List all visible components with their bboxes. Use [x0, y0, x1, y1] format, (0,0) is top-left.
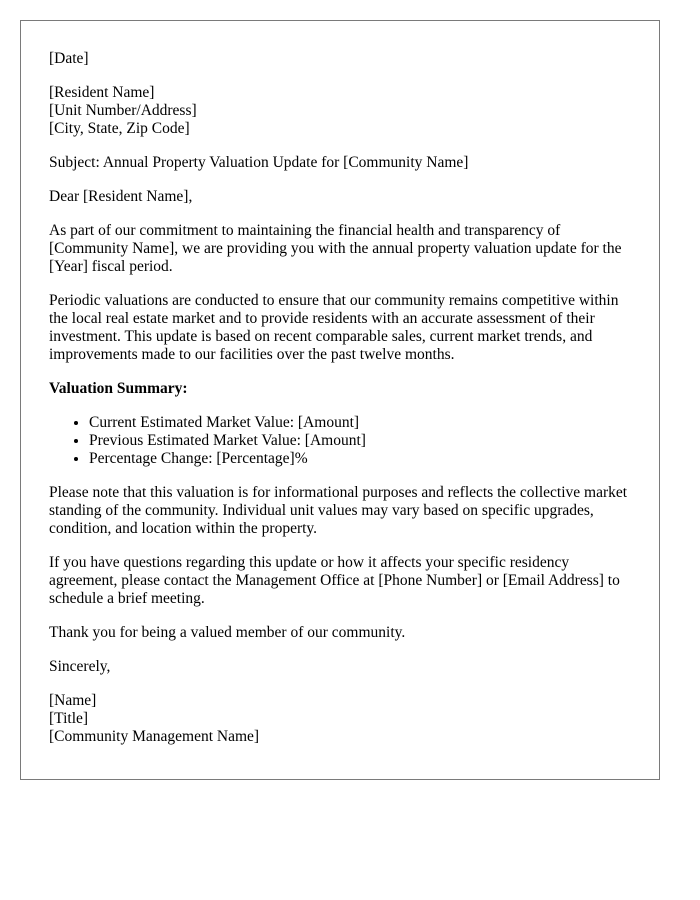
list-item-previous-value: • Previous Estimated Market Value: [Amount]: [89, 432, 631, 450]
paragraph-thanks: Thank you for being a valued member of our community.: [49, 624, 406, 641]
paragraph-purpose: Periodic valuations are conducted to ensure that our community remains competitive within the local real estate market and to provide residents with an accurate assessment of their investment. This update is based on recent comparable sales, current market trends, and improvements made to our facilities over the past twelve months.: [49, 292, 619, 363]
recipient-name: [Resident Name]: [49, 84, 155, 101]
letter-document: [20, 20, 660, 780]
recipient-address-block: [49, 84, 631, 138]
letter-salutation: Dear [Resident Name],: [49, 188, 193, 205]
signature-block: [49, 692, 631, 746]
signature-title: [Title]: [49, 710, 89, 727]
paragraph-intro: As part of our commitment to maintaining the financial health and transparency of [Community Name], we are providing you with the annual property valuation update for the [Year] fiscal period.: [49, 222, 622, 275]
letter-subject: Subject: Annual Property Valuation Update for [Community Name]: [49, 154, 469, 171]
signature-name: [Name]: [49, 692, 97, 709]
paragraph-contact: If you have questions regarding this update or how it affects your specific residency agreement, please contact the Management Office at [Phone Number] or [Email Address] to schedule a brief meeting.: [49, 554, 620, 607]
paragraph-note: Please note that this valuation is for informational purposes and reflects the collective market standing of the community. Individual unit values may vary based on specific upgrades, condition, and location within the property.: [49, 484, 628, 537]
valuation-summary-heading: Valuation Summary:: [49, 380, 188, 397]
letter-closing: Sincerely,: [49, 658, 111, 675]
list-item-current-value: • Current Estimated Market Value: [Amount]: [89, 414, 631, 432]
letter-date: [Date]: [49, 50, 89, 67]
valuation-summary-list: [49, 414, 631, 468]
recipient-city: [City, State, Zip Code]: [49, 120, 190, 137]
signature-organization: [Community Management Name]: [49, 728, 260, 745]
list-item-percentage-change: • Percentage Change: [Percentage]%: [89, 450, 631, 468]
recipient-unit: [Unit Number/Address]: [49, 102, 197, 119]
